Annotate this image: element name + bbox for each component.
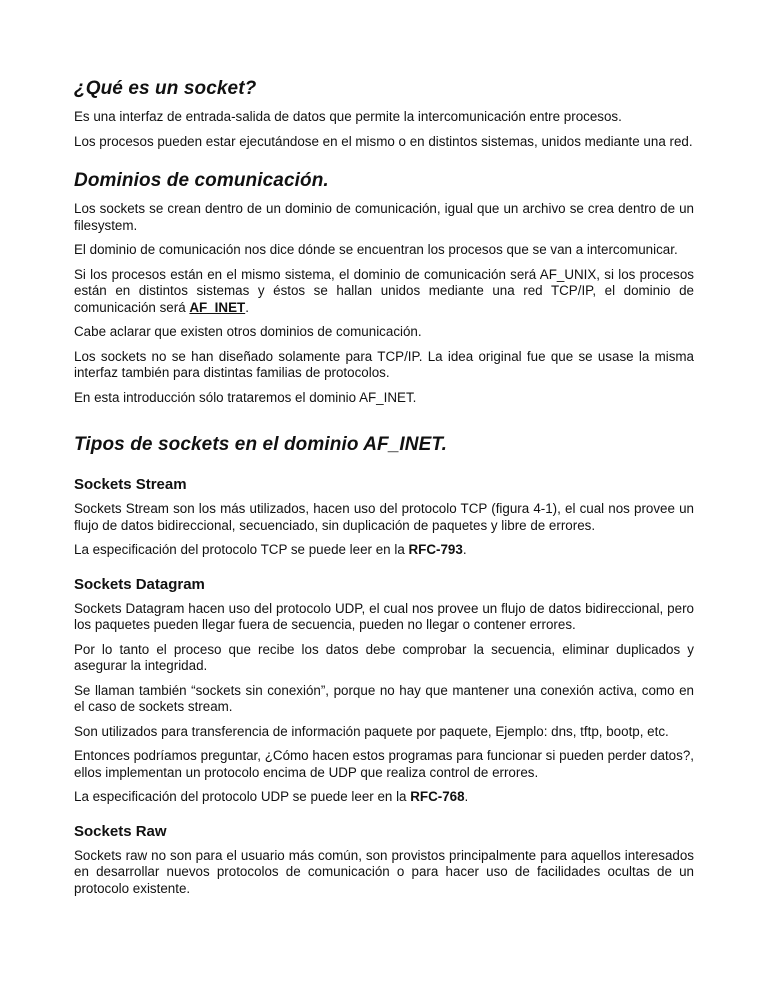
text-span: .	[464, 789, 469, 804]
paragraph: Los sockets no se han diseñado solamente para TCP/IP. La idea original fue que se usase la misma interfaz también para distintas familias de protocolos.	[74, 348, 694, 380]
paragraph: Sockets raw no son para el usuario más común, son provistos principalmente para aquellos interesados en desarrollar nuevos protocolos de comunicación o para hacer uso de facilidades ocultas de un protocolo existente.	[74, 847, 694, 896]
paragraph: Los procesos pueden estar ejecutándose en el mismo o en distintos sistemas, unidos mediante una red.	[74, 133, 693, 149]
paragraph: En esta introducción sólo trataremos el dominio AF_INET.	[74, 389, 417, 405]
subheading-stream: Sockets Stream	[74, 476, 187, 493]
bold-term-rfc-768: RFC-768	[410, 789, 465, 804]
paragraph: Cabe aclarar que existen otros dominios de comunicación.	[74, 324, 422, 339]
paragraph: Se llaman también “sockets sin conexión”, porque no hay que mantener una conexión activa, como en el caso de sockets stream.	[74, 682, 694, 714]
text-span: La especificación del protocolo TCP se puede leer en la	[74, 542, 409, 557]
subheading-raw: Sockets Raw	[74, 822, 167, 840]
paragraph: Entonces podríamos preguntar, ¿Cómo hacen estos programas para funcionar si pueden perder datos?, ellos implementan un protocolo encima de UDP que realiza control de errores.	[74, 748, 694, 780]
paragraph	[74, 267, 694, 317]
subheading-datagram: Sockets Datagram	[74, 575, 205, 593]
paragraph: Son utilizados para transferencia de información paquete por paquete, Ejemplo: dns, tftp, bootp, etc.	[74, 723, 669, 739]
paragraph: Es una interfaz de entrada-salida de datos que permite la intercomunicación entre procesos.	[74, 109, 622, 124]
text-span: Si los procesos están en el mismo sistema, el dominio de comunicación será AF_UNIX, si los procesos están en distintos sistemas y éstos se hallan unidos mediante una red TCP/IP, el dominio de comunicación será	[74, 266, 694, 315]
paragraph: Por lo tanto el proceso que recibe los datos debe comprobar la secuencia, eliminar duplicados y asegurar la integridad.	[74, 641, 694, 673]
paragraph: Sockets Datagram hacen uso del protocolo UDP, el cual nos provee un flujo de datos bidireccional, pero los paquetes pueden llegar fuera de secuencia, pueden no llegar o contener errores.	[74, 600, 694, 632]
paragraph: El dominio de comunicación nos dice dónde se encuentran los procesos que se van a intercomunicar.	[74, 242, 678, 257]
paragraph: Sockets Stream son los más utilizados, hacen uso del protocolo TCP (figura 4-1), el cual nos provee un flujo de datos bidireccional, secuenciado, sin duplicación de paquetes y libre de errores.	[74, 501, 694, 533]
bold-term-af-inet: AF_INET	[189, 299, 246, 315]
section-title-dominios: Dominios de comunicación.	[74, 170, 329, 191]
section-title-tipos: Tipos de sockets en el dominio AF_INET.	[74, 434, 448, 455]
section-title-socket: ¿Qué es un socket?	[74, 78, 257, 99]
paragraph	[74, 542, 694, 559]
bold-term-rfc-793: RFC-793	[408, 542, 463, 557]
text-span: .	[462, 542, 467, 557]
text-span: La especificación del protocolo UDP se puede leer en la	[74, 789, 411, 804]
text-span: .	[245, 299, 249, 315]
paragraph	[74, 789, 694, 806]
paragraph: Los sockets se crean dentro de un dominio de comunicación, igual que un archivo se crea dentro de un filesystem.	[74, 201, 694, 233]
